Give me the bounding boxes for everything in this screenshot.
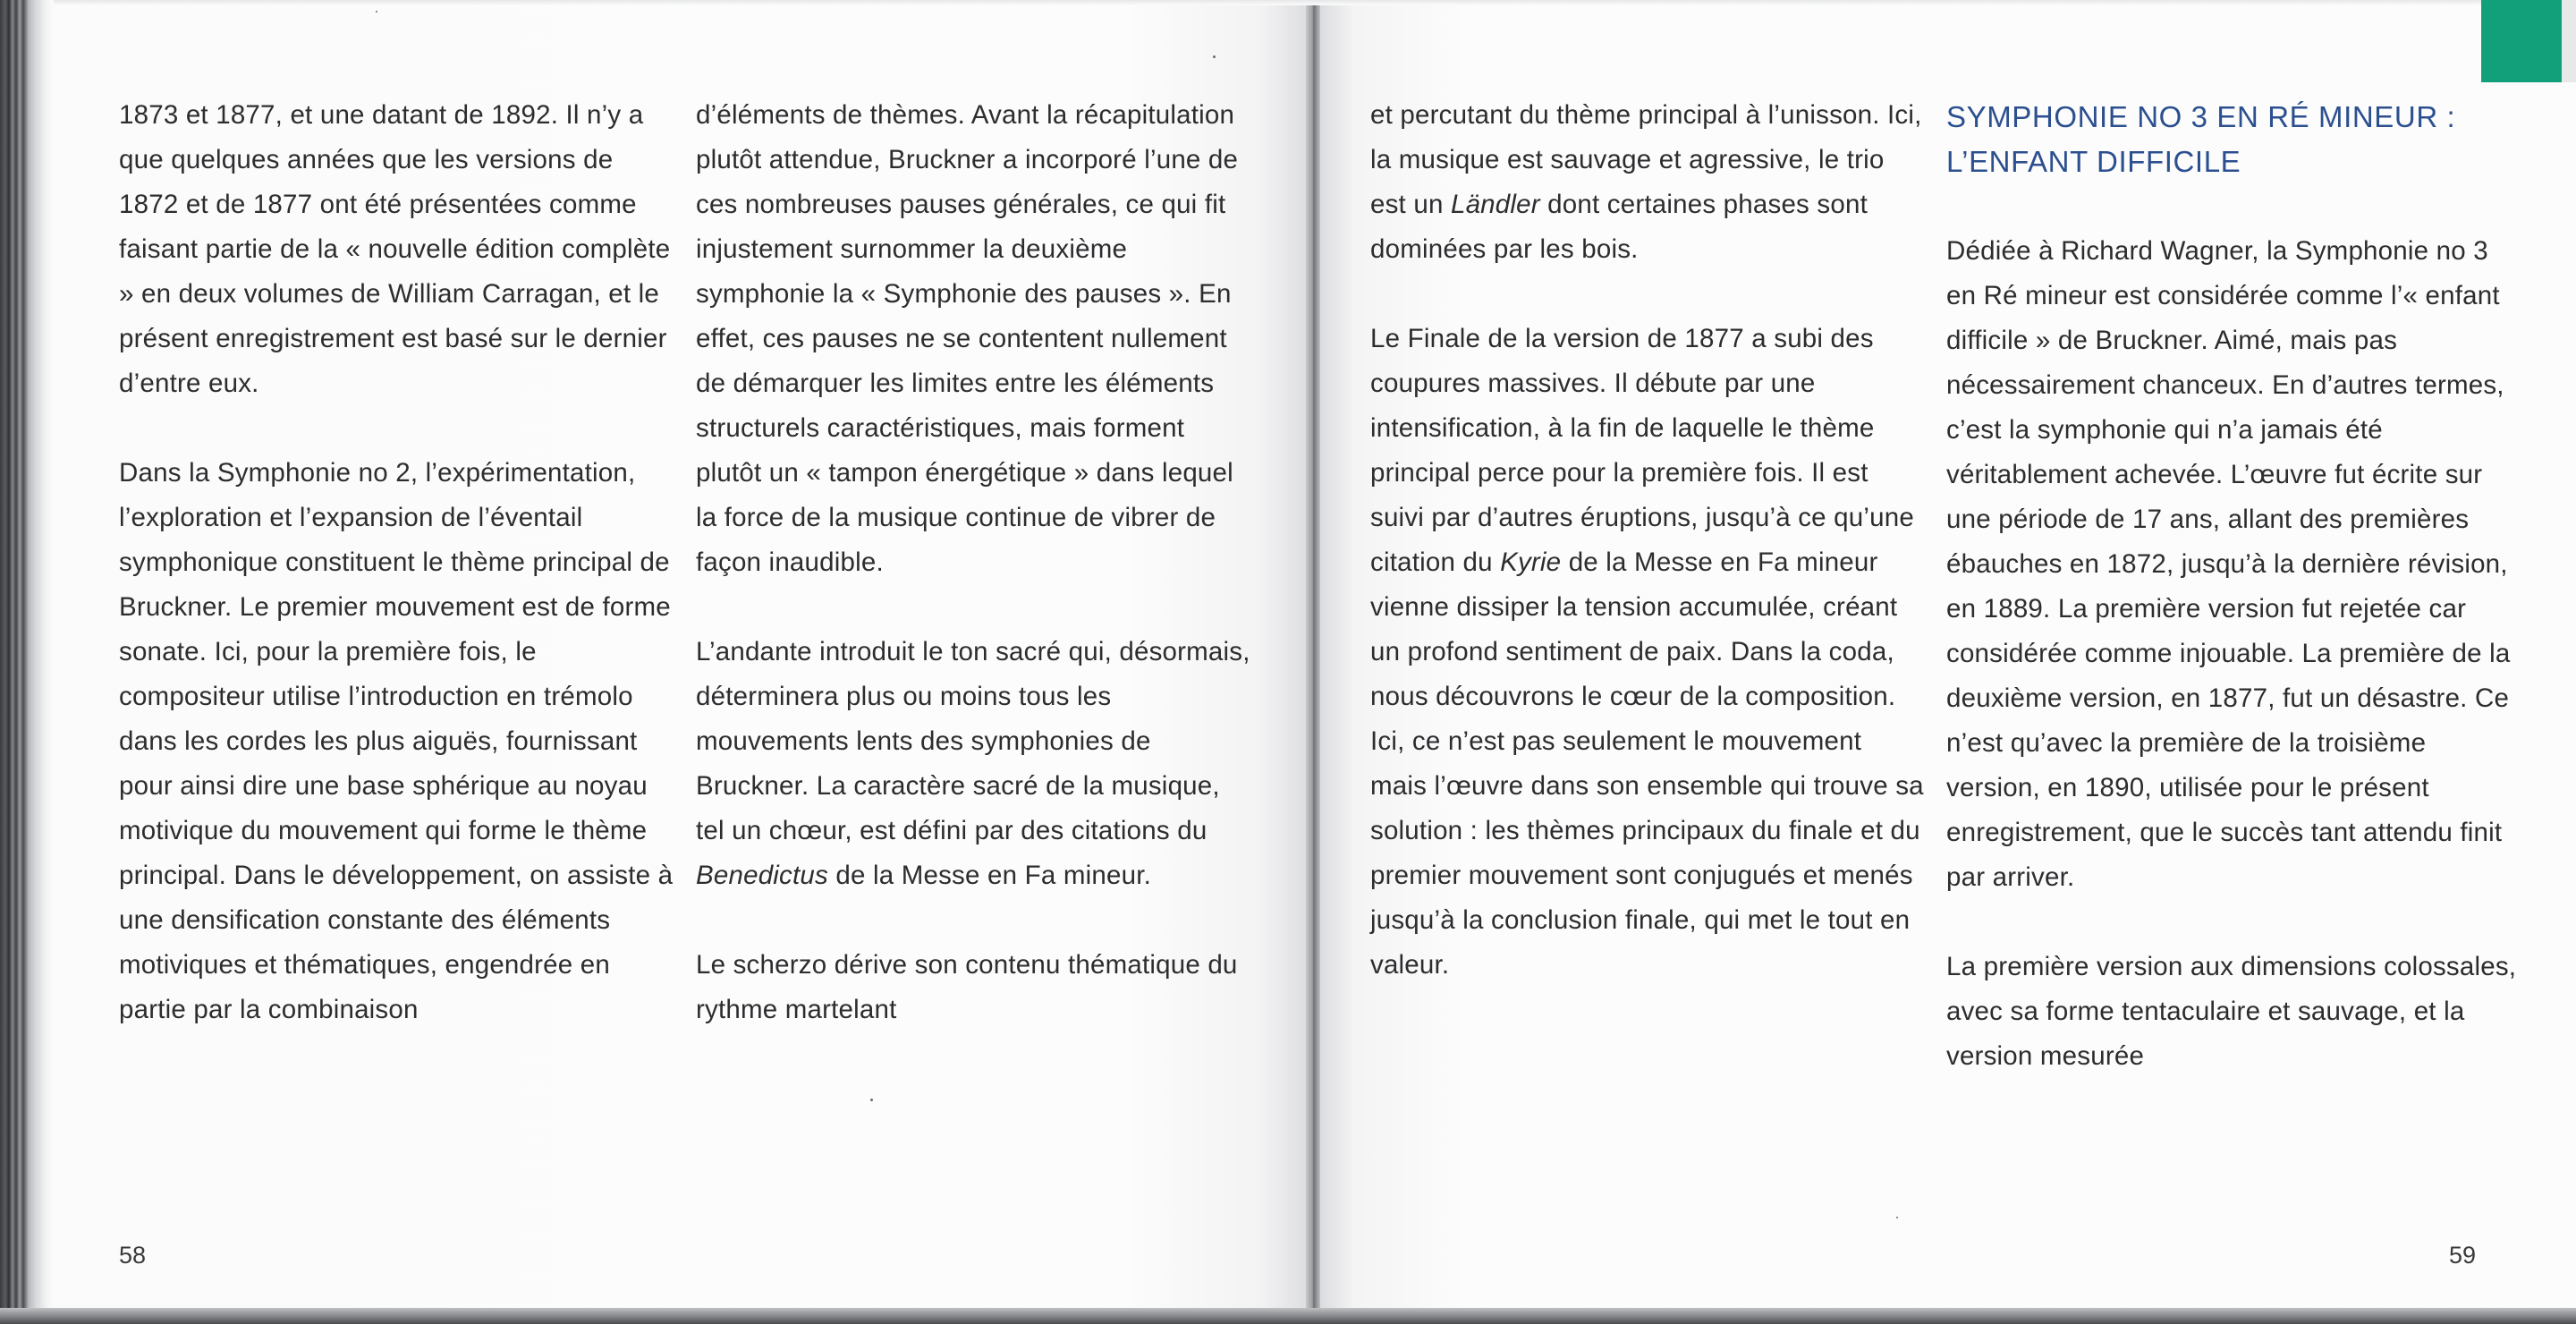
paragraph-text: d’éléments de thèmes. Avant la récapitulation plutôt attendue, Bruckner a incorporé l’une de ces nombreuses pauses générales, ce qui fit injustement surnommer la deuxième symphonie la « Symphonie des pauses ». En effet, ces pauses ne se contentent nullement de démarquer les limites entre les éléments structurels caractéristiques, mais forment plutôt un « tampon énergétique » dans lequel la force de la musique continue de vibrer de façon inaudible. [696, 100, 1239, 577]
paragraph-text: dont certaines phases sont dominées par les bois. [1370, 190, 1868, 264]
section-heading-line: L’ENFANT DIFFICILE [1946, 145, 2241, 178]
paragraph: Dans la Symphonie no 2, l’expérimentation, l’exploration et l’expansion de l’éventail symphonique constituent le thème principal de Bruckner. Le premier mouvement est de forme sonate. Ici, pour la première fois, le compositeur utilise l’introduction en trémolo dans les cordes les plus aiguës, fournissant pour ainsi dire une base sphérique au noyau motivique du mouvement qui forme le thème principal. Dans le développement, on assiste à une densification constante des éléments motiviques et thématiques, engendrée en partie par la combinaison [119, 458, 674, 1024]
scan-speck [376, 11, 377, 13]
top-edge [54, 0, 2576, 5]
italic-term: Ländler [1450, 190, 1540, 219]
paragraph: 1873 et 1877, et une datant de 1892. Il n’y a que quelques années que les versions de 1872 et de 1877 ont été présentées comme faisant partie de la « nouvelle édition complète » en deux volumes de William Carragan, et le présent enregistrement est basé sur le dernier d’entre eux. [119, 100, 671, 398]
page-gutter [1306, 0, 1320, 1324]
right-page-column-1 [1370, 93, 1925, 1032]
paragraph [1370, 317, 1925, 988]
right-page-column-2 [1946, 93, 2519, 1124]
page-number-left: 58 [119, 1242, 147, 1269]
paragraph [696, 943, 1250, 1032]
scan-speck [1213, 55, 1216, 58]
scan-speck [1896, 1217, 1898, 1218]
page-number-right: 59 [2449, 1242, 2477, 1269]
paragraph: La première version aux dimensions colossales, avec sa forme tentaculaire et sauvage, et la version mesurée [1946, 952, 2517, 1071]
paragraph [696, 93, 1250, 585]
section-heading-line: SYMPHONIE NO 3 EN RÉ MINEUR : [1946, 100, 2456, 133]
section-heading [1946, 93, 2519, 184]
paragraph-text: de la Messe en Fa mineur vienne dissiper la tension accumulée, créant un profond sentiment de paix. Dans la coda, nous découvrons le cœur de la composition. Ici, ce n’est pas seulement le mouvement mais l’œuvre dans son ensemble qui trouve sa solution : les thèmes principaux du finale et du premier mouvement sont conjugués et menés jusqu’à la conclusion finale, qui met le tout en valeur. [1370, 547, 1924, 980]
paragraph-text: Le scherzo dérive son contenu thématique du rythme martelant [696, 950, 1238, 1024]
left-page-column-2 [696, 93, 1250, 1077]
scan-speck [870, 1099, 873, 1101]
left-page-column-1 [119, 93, 674, 1077]
paragraph-text: Le Finale de la version de 1877 a subi des coupures massives. Il débute par une intensification, à la fin de laquelle le thème principal perce pour la première fois. Il est suivi par d’autres éruptions, jusqu’à ce qu’une citation du [1370, 324, 1914, 577]
bottom-edge-shadow [0, 1308, 2576, 1324]
binding-edge [0, 0, 54, 1324]
paragraph [1370, 93, 1925, 272]
paragraph: Dédiée à Richard Wagner, la Symphonie no 3 en Ré mineur est considérée comme l’« enfant difficile » de Bruckner. Aimé, mais pas nécessairement chanceux. En d’autres termes, c’est la symphonie qui n’a jamais été véritablement achevée. L’œuvre fut écrite sur une période de 17 ans, allant des premières ébauches en 1872, jusqu’à la dernière révision, en 1889. La première version fut rejetée car considérée comme injouable. La première de la deuxième version, en 1877, fut un désastre. Ce n’est qu’avec la première de la troisième version, en 1890, utilisée pour le présent enregistrement, que le succès tant attendu finit par arriver. [1946, 236, 2511, 892]
paragraph-text: L’andante introduit le ton sacré qui, désormais, déterminera plus ou moins tous les mouvements lents des symphonies de Bruckner. La caractère sacré de la musique, tel un chœur, est défini par des citations du [696, 637, 1250, 845]
italic-title: Kyrie [1500, 547, 1562, 577]
section-tab-marker [2481, 0, 2562, 82]
italic-title: Benedictus [696, 861, 828, 890]
right-edge [2562, 0, 2576, 82]
paragraph [696, 630, 1250, 898]
paragraph-text: de la Messe en Fa mineur. [827, 861, 1151, 890]
paragraph-text: et percutant du thème principal à l’unisson. Ici, la musique est sauvage et agressive, le trio est un [1370, 100, 1922, 219]
